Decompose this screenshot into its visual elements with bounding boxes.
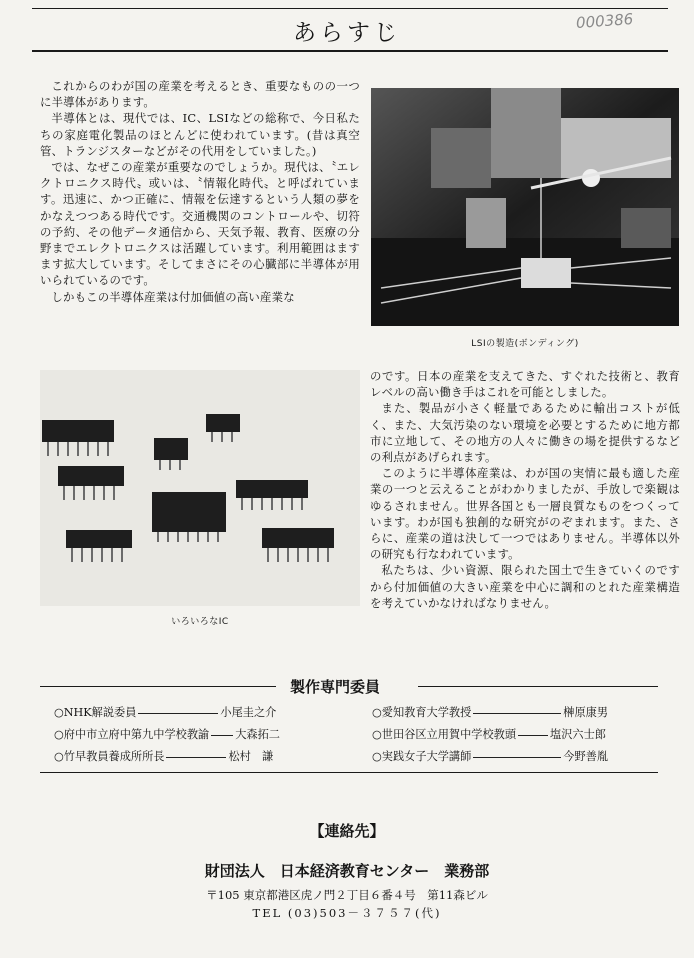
leader-line [473,713,561,714]
committee-member [372,748,608,764]
lsi-photo-caption: LSIの製造(ボンディング) [471,339,579,349]
member-name: 小尾圭之介 [220,706,277,719]
paragraph: しかもこの半導体産業は付加価値の高い産業な [51,289,295,304]
member-role: ○竹早教員養成所所長 [54,750,165,763]
leader-line [473,757,561,758]
paragraph: 半導体とは、現代では、IC、LSIなどの総称で、今日私たちの家庭電化製品のほとんどに使われています。(昔は真空管、トランジスターなどがその代用をしていました。) [40,111,360,158]
leader-line [138,713,218,714]
contact-organization: 財団法人 日本経済教育センター 業務部 [204,862,490,880]
ic-chips-photo [40,370,360,606]
lsi-bonding-photo [371,88,679,326]
member-name: 榊原康男 [563,706,609,719]
contact-heading: 【連絡先】 [309,822,385,840]
contact-address: 〒105 東京都港区虎ノ門２丁目６番４号 第11森ビル [206,888,488,902]
left-text-column [40,78,360,305]
member-name: 松村 謙 [228,750,274,763]
page-title: あらすじ [293,20,401,46]
member-role: ○愛知教育大学教授 [372,706,472,719]
member-role: ○実践女子大学講師 [372,750,472,763]
member-name: 大森拓二 [235,728,280,741]
member-name: 今野善胤 [563,750,609,763]
handwritten-catalog-number: 000386 [575,10,634,32]
leader-line [518,735,548,736]
committee-member [54,726,280,742]
member-name: 塩沢六士郎 [550,728,606,741]
title-bottom-rule [32,50,668,52]
paragraph: 私たちは、少い資源、限られた国土で生きていくのですから付加価値の大きい産業を中心に調和のとれた産業構造を考えていかなければなりません。 [370,563,680,610]
committee-member [54,748,273,764]
paragraph: また、製品が小さく軽量であるために輸出コストが低く、また、大気汚染のない環境を必要とするために地方都市に立地して、その地方の人々に働きの場を提供するなどの利点があげられます。 [370,401,680,465]
contact-phone: TEL (03)503－３７５７(代) [252,906,442,920]
committee-bottom-rule [40,772,658,773]
paragraph: のです。日本の産業を支えてきた、すぐれた技術と、教育レベルの高い働き手はこれを可能としました。 [370,369,680,400]
right-text-column [370,368,680,611]
paragraph: このように半導体産業は、わが国の実情に最も適した産業の一つと云えることがわかりましたが、手放しで楽観はゆるされません。世界各国とも一層良質なものをつくっています。わが国も独創的な研究がのぞまれます。また、さらに、産業の道は決して一つではありません。半導体以外の研究も行なわれています。 [370,466,680,562]
committee-heading: 製作専門委員 [284,676,386,697]
leader-line [211,735,233,736]
paragraph: これからのわが国の産業を考えるとき、重要なものの一つに半導体があります。 [40,79,360,110]
member-role: ○NHK解説委員 [54,706,137,719]
member-role: ○世田谷区立用賀中学校教頭 [372,728,517,741]
committee-member [372,704,608,720]
title-top-rule [32,8,668,9]
leader-line [166,757,226,758]
committee-member [372,726,606,742]
member-role: ○府中市立府中第九中学校教諭 [54,728,210,741]
committee-member [54,704,276,720]
committee-rule-right [418,686,658,687]
paragraph: では、なぜこの産業が重要なのでしょうか。現代は、〝エレクトロニクス時代〟或いは、〝情報化時代〟と呼ばれています。迅速に、かつ正確に、情報を伝達するという人類の夢をかなえつつある時代です。交通機関のコントロールや、切符の予約、その他データ通信から、天気予報、教育、医療の分野までエレクトロニクスは活躍しています。利用範囲はますます拡大しています。そしてまさにその心臓部に半導体が用いられているのです。 [40,160,360,288]
ic-photo-caption: いろいろなIC [171,617,229,627]
committee-rule-left [40,686,276,687]
